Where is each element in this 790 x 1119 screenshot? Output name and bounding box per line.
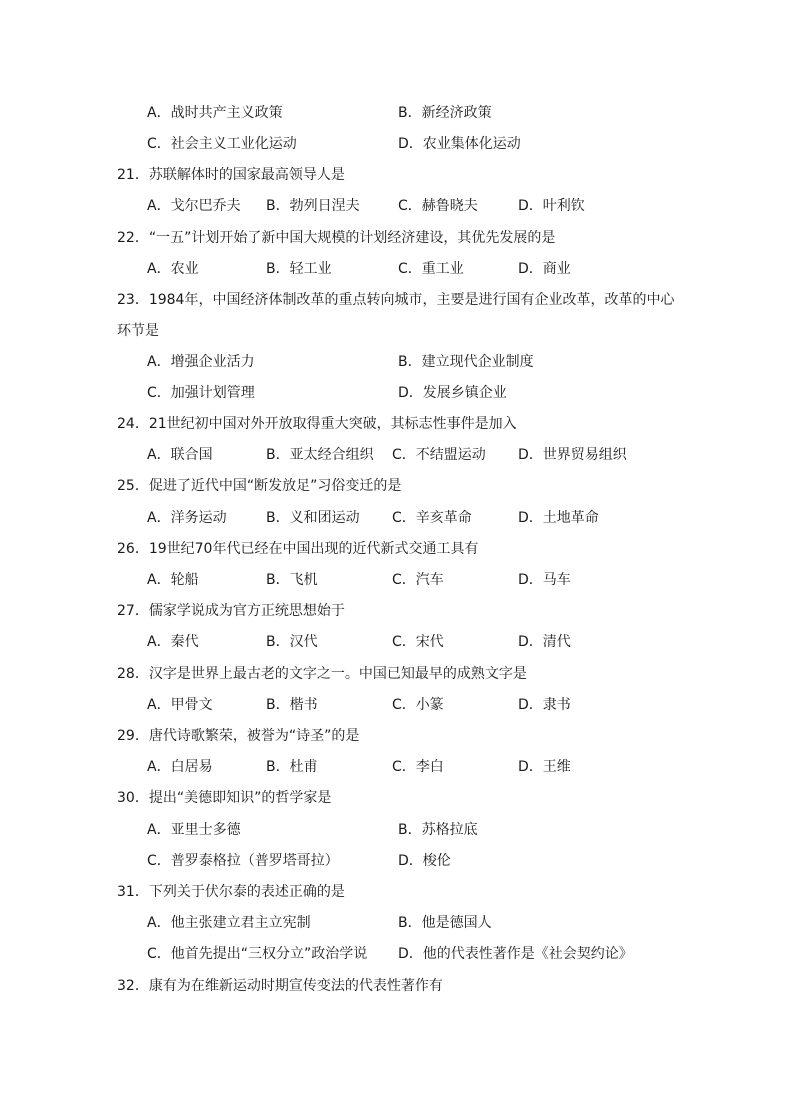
question-29-stem: 29．唐代诗歌繁荣，被誉为“诗圣”的是	[117, 728, 360, 744]
option-a: A．轮船	[147, 572, 199, 588]
option-c: C．汽车	[392, 572, 444, 588]
option-a: A．白居易	[147, 759, 213, 775]
option-c: C．社会主义工业化运动	[147, 136, 297, 152]
option-d: D．梭伦	[398, 853, 451, 869]
option-b: B．义和团运动	[266, 510, 360, 526]
question-25-stem: 25．促进了近代中国“断发放足”习俗变迁的是	[117, 478, 402, 494]
option-d: D．马车	[518, 572, 571, 588]
option-a: A．联合国	[147, 447, 213, 463]
question-30-stem: 30．提出“美德即知识”的哲学家是	[117, 790, 332, 806]
question-28-stem: 28．汉字是世界上最古老的文字之一。中国已知最早的成熟文字是	[117, 666, 527, 682]
option-a: A．甲骨文	[147, 697, 213, 713]
option-a: A．他主张建立君主立宪制	[147, 915, 311, 931]
option-b: B．新经济政策	[398, 105, 492, 121]
option-b: B．亚太经合组织	[266, 447, 374, 463]
option-a: A．戈尔巴乔夫	[147, 198, 241, 214]
option-b: B．杜甫	[266, 759, 318, 775]
option-c: C．李白	[392, 759, 444, 775]
option-b: B．他是德国人	[398, 915, 492, 931]
option-a: A．农业	[147, 261, 199, 277]
option-d: D．商业	[518, 261, 571, 277]
question-23-stem-line1: 23．1984年，中国经济体制改革的重点转向城市，主要是进行国有企业改革，改革的中心	[117, 292, 675, 308]
option-c: C．宋代	[392, 634, 444, 650]
option-d: D．农业集体化运动	[398, 136, 521, 152]
question-26-stem: 26．19世纪70年代已经在中国出现的近代新式交通工具有	[117, 541, 479, 557]
option-b: B．汉代	[266, 634, 318, 650]
question-24-stem: 24．21世纪初中国对外开放取得重大突破，其标志性事件是加入	[117, 416, 517, 432]
option-b: B．苏格拉底	[398, 822, 478, 838]
option-c: C．不结盟运动	[392, 447, 486, 463]
option-a: A．秦代	[147, 634, 199, 650]
option-d: D．叶利钦	[518, 198, 585, 214]
option-b: B．飞机	[266, 572, 318, 588]
option-c: C．他首先提出“三权分立”政治学说	[147, 946, 368, 962]
option-d: D．隶书	[518, 697, 571, 713]
question-31-stem: 31．下列关于伏尔泰的表述正确的是	[117, 884, 345, 900]
option-d: D．发展乡镇企业	[398, 385, 507, 401]
option-c: C．加强计划管理	[147, 385, 255, 401]
option-b: B．楷书	[266, 697, 318, 713]
question-32-stem: 32．康有为在维新运动时期宣传变法的代表性著作有	[117, 978, 443, 994]
option-c: C．辛亥革命	[392, 510, 472, 526]
option-c: C．重工业	[398, 261, 464, 277]
question-27-stem: 27．儒家学说成为官方正统思想始于	[117, 603, 345, 619]
option-d: D．他的代表性著作是《社会契约论》	[398, 946, 633, 962]
option-c: C．小篆	[392, 697, 444, 713]
option-d: D．世界贸易组织	[518, 447, 627, 463]
option-d: D．清代	[518, 634, 571, 650]
option-a: A．战时共产主义政策	[147, 105, 283, 121]
option-a: A．增强企业活力	[147, 354, 255, 370]
option-b: B．轻工业	[266, 261, 332, 277]
option-c: C．赫鲁晓夫	[398, 198, 478, 214]
question-21-stem: 21．苏联解体时的国家最高领导人是	[117, 167, 345, 183]
option-d: D．王维	[518, 759, 571, 775]
option-b: B．建立现代企业制度	[398, 354, 534, 370]
option-d: D．土地革命	[518, 510, 599, 526]
option-c: C．普罗泰格拉（普罗塔哥拉）	[147, 853, 339, 869]
question-23-stem-line2: 环节是	[117, 323, 159, 339]
question-22-stem: 22．“一五”计划开始了新中国大规模的计划经济建设，其优先发展的是	[117, 230, 556, 246]
option-a: A．洋务运动	[147, 510, 227, 526]
option-b: B．勃列日涅夫	[266, 198, 360, 214]
option-a: A．亚里士多德	[147, 822, 241, 838]
